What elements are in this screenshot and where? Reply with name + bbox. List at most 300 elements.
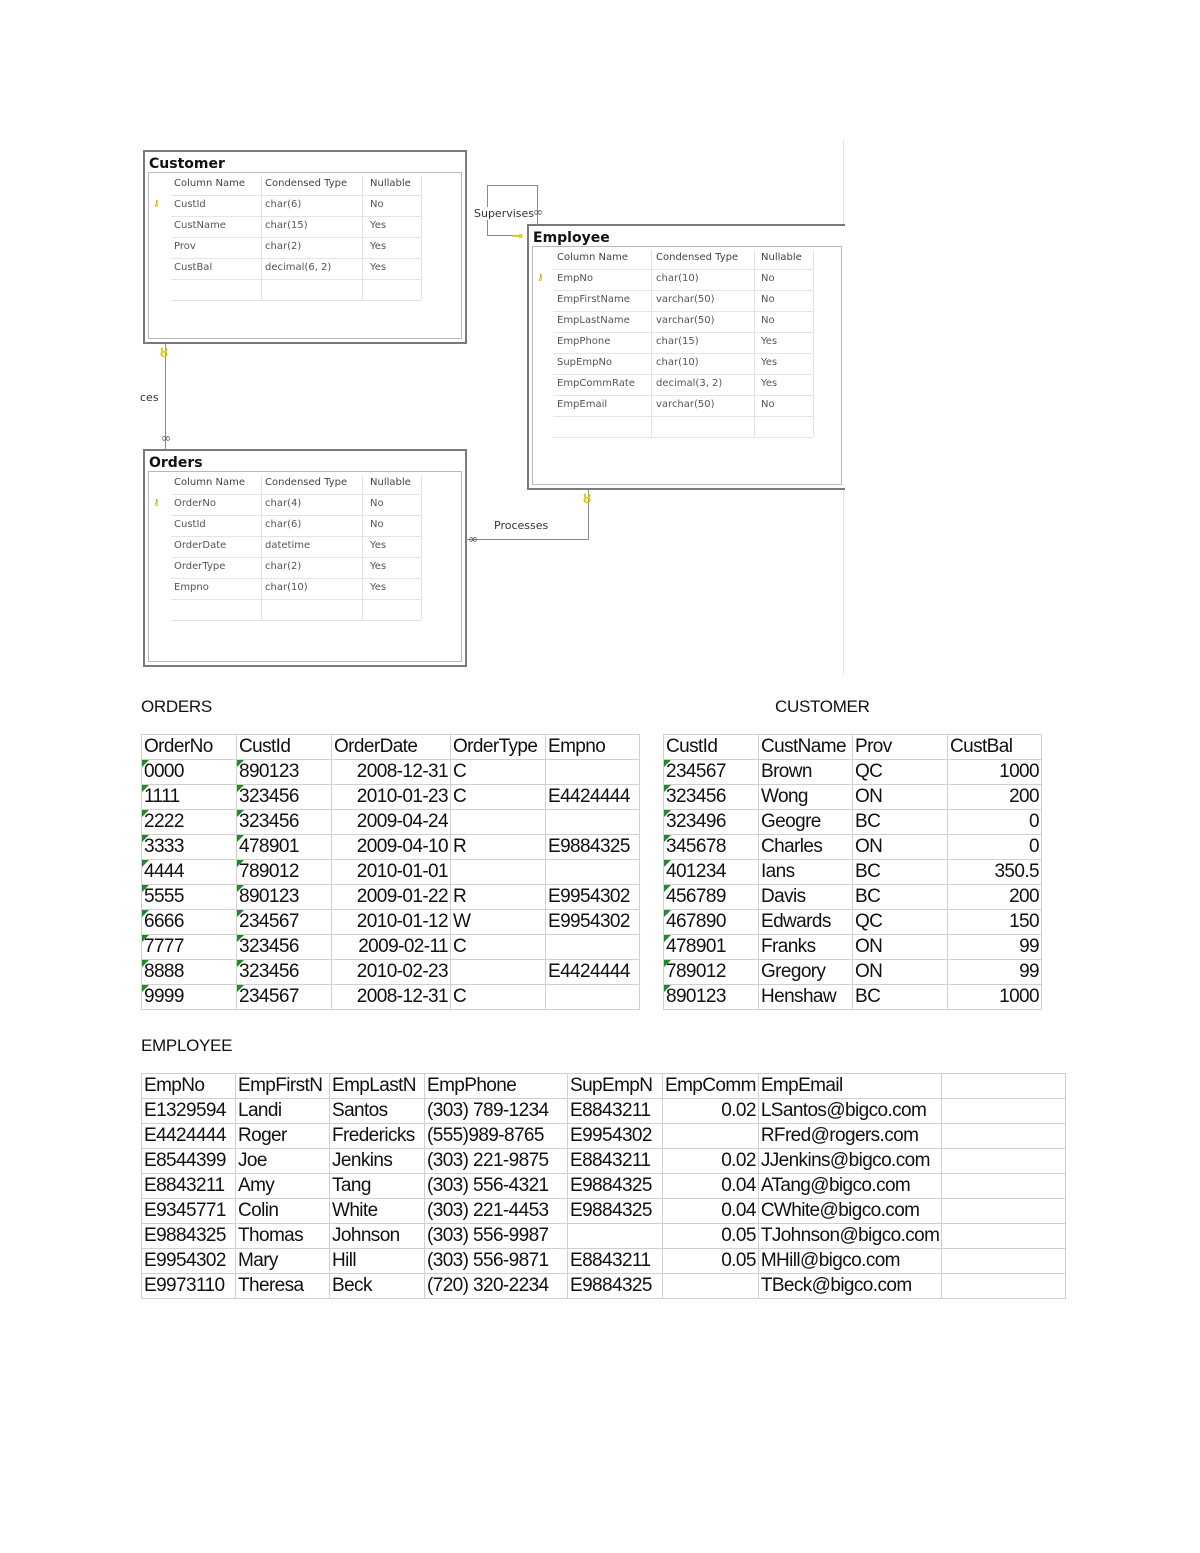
column-header: Prov bbox=[853, 735, 948, 760]
table-row bbox=[142, 810, 640, 835]
infinity-icon: ∞ bbox=[468, 532, 478, 546]
table-cell: E9954302 bbox=[142, 1249, 236, 1274]
table-cell: R bbox=[451, 885, 546, 910]
column-header: Column Name bbox=[174, 477, 245, 488]
table-cell: E9884325 bbox=[546, 835, 640, 860]
column-header: EmpEmail bbox=[758, 1074, 942, 1099]
table-cell: E9884325 bbox=[142, 1224, 236, 1249]
table-row bbox=[142, 1224, 1066, 1249]
table-cell bbox=[451, 860, 546, 885]
entity-column-row bbox=[145, 557, 465, 578]
column-nullable: Yes bbox=[761, 357, 778, 368]
table-cell: Jenkins bbox=[330, 1149, 425, 1174]
grid-line bbox=[261, 176, 262, 300]
table-cell: Beck bbox=[330, 1274, 425, 1299]
employee-entity-title: Employee bbox=[533, 230, 610, 246]
table-cell: BC bbox=[853, 810, 948, 835]
table-cell bbox=[942, 1274, 1066, 1299]
column-nullable: Yes bbox=[761, 378, 778, 389]
column-nullable: Yes bbox=[370, 561, 387, 572]
table-cell: E9884325 bbox=[568, 1199, 663, 1224]
column-type: char(2) bbox=[265, 561, 302, 572]
table-cell bbox=[546, 860, 640, 885]
grid-line bbox=[553, 269, 813, 270]
table-cell: 4444 bbox=[142, 860, 237, 885]
table-cell: 323456 bbox=[237, 810, 332, 835]
entity-column-row bbox=[145, 216, 465, 237]
column-header: EmpFirstN bbox=[236, 1074, 330, 1099]
table-cell: Amy bbox=[236, 1174, 330, 1199]
table-row bbox=[142, 1149, 1066, 1174]
table-cell: E8544399 bbox=[142, 1149, 236, 1174]
table-row bbox=[664, 885, 1042, 910]
table-cell: C bbox=[451, 760, 546, 785]
customer-entity bbox=[143, 150, 467, 344]
grid-line bbox=[171, 494, 421, 495]
table-cell: Tang bbox=[330, 1174, 425, 1199]
entity-column-row bbox=[145, 237, 465, 258]
table-cell: E8843211 bbox=[568, 1149, 663, 1174]
table-cell: BC bbox=[853, 885, 948, 910]
table-cell: Hill bbox=[330, 1249, 425, 1274]
table-row bbox=[664, 760, 1042, 785]
grid-line bbox=[171, 536, 421, 537]
grid-line bbox=[171, 216, 421, 217]
key-icon: ȣ bbox=[583, 491, 592, 506]
column-nullable: Yes bbox=[370, 220, 387, 231]
table-cell: W bbox=[451, 910, 546, 935]
column-nullable: No bbox=[761, 399, 775, 410]
table-cell bbox=[942, 1249, 1066, 1274]
table-cell bbox=[942, 1149, 1066, 1174]
table-cell: 0.04 bbox=[663, 1199, 759, 1224]
grid-line bbox=[553, 374, 813, 375]
table-cell: 234567 bbox=[237, 910, 332, 935]
column-header: CustName bbox=[759, 735, 853, 760]
column-header: OrderNo bbox=[142, 735, 237, 760]
table-cell: ON bbox=[853, 785, 948, 810]
table-cell: TJohnson@bigco.com bbox=[758, 1224, 942, 1249]
table-row bbox=[664, 835, 1042, 860]
table-cell: 6666 bbox=[142, 910, 237, 935]
table-cell: E1329594 bbox=[142, 1099, 236, 1124]
table-cell: E9954302 bbox=[568, 1124, 663, 1149]
header-row bbox=[664, 735, 1042, 760]
table-cell: 0.04 bbox=[663, 1174, 759, 1199]
table-cell: 0.05 bbox=[663, 1249, 759, 1274]
entity-column-row bbox=[145, 494, 465, 515]
primary-key-icon: ⚷ bbox=[153, 199, 160, 209]
grid-line bbox=[171, 599, 421, 600]
grid-line bbox=[171, 195, 421, 196]
table-cell: Joe bbox=[236, 1149, 330, 1174]
table-cell bbox=[942, 1174, 1066, 1199]
table-cell: Thomas bbox=[236, 1224, 330, 1249]
table-cell bbox=[568, 1224, 663, 1249]
supervises-label: Supervises bbox=[474, 207, 535, 220]
grid-line bbox=[553, 332, 813, 333]
column-type: varchar(50) bbox=[656, 315, 715, 326]
orders-entity-title: Orders bbox=[149, 455, 203, 471]
supervises-line bbox=[487, 185, 538, 186]
table-cell: 99 bbox=[948, 935, 1042, 960]
table-cell: E9345771 bbox=[142, 1199, 236, 1224]
grid-line bbox=[171, 258, 421, 259]
table-cell bbox=[663, 1124, 759, 1149]
table-cell: (555)989-8765 bbox=[425, 1124, 568, 1149]
column-header: CustId bbox=[237, 735, 332, 760]
column-name: EmpPhone bbox=[557, 336, 611, 347]
table-cell: Davis bbox=[759, 885, 853, 910]
table-row bbox=[142, 835, 640, 860]
table-cell bbox=[663, 1274, 759, 1299]
grid-line bbox=[171, 620, 421, 621]
column-type: decimal(6, 2) bbox=[265, 262, 332, 273]
table-cell: (303) 556-9987 bbox=[425, 1224, 568, 1249]
table-cell: 2008-12-31 bbox=[332, 985, 451, 1010]
table-cell: E9884325 bbox=[568, 1174, 663, 1199]
column-header-row bbox=[145, 473, 465, 494]
table-cell: 5555 bbox=[142, 885, 237, 910]
table-cell: R bbox=[451, 835, 546, 860]
table-cell bbox=[942, 1124, 1066, 1149]
table-cell: ON bbox=[853, 960, 948, 985]
column-type: char(2) bbox=[265, 241, 302, 252]
column-header-row bbox=[529, 248, 845, 269]
table-cell: 200 bbox=[948, 785, 1042, 810]
column-nullable: No bbox=[370, 498, 384, 509]
employee-table bbox=[141, 1073, 1066, 1299]
table-cell: E8843211 bbox=[568, 1099, 663, 1124]
table-cell: E9973110 bbox=[142, 1274, 236, 1299]
entity-column-row bbox=[529, 290, 845, 311]
table-cell: BC bbox=[853, 985, 948, 1010]
column-nullable: No bbox=[761, 315, 775, 326]
table-row bbox=[664, 985, 1042, 1010]
table-cell: LSantos@bigco.com bbox=[758, 1099, 942, 1124]
table-cell: (720) 320-2234 bbox=[425, 1274, 568, 1299]
table-cell bbox=[942, 1224, 1066, 1249]
table-cell: 478901 bbox=[664, 935, 759, 960]
table-cell: 350.5 bbox=[948, 860, 1042, 885]
table-cell: E4424444 bbox=[546, 960, 640, 985]
table-cell: 789012 bbox=[664, 960, 759, 985]
column-type: char(6) bbox=[265, 519, 302, 530]
processes-line bbox=[467, 539, 589, 540]
column-name: EmpEmail bbox=[557, 399, 608, 410]
table-cell: 0 bbox=[948, 810, 1042, 835]
table-cell: E8843211 bbox=[568, 1249, 663, 1274]
table-row bbox=[142, 985, 640, 1010]
column-name: EmpLastName bbox=[557, 315, 630, 326]
column-nullable: No bbox=[761, 273, 775, 284]
column-type: varchar(50) bbox=[656, 399, 715, 410]
table-cell: 0000 bbox=[142, 760, 237, 785]
column-nullable: No bbox=[761, 294, 775, 305]
orders-table bbox=[141, 734, 640, 1010]
column-nullable: Yes bbox=[370, 540, 387, 551]
entity-column-row bbox=[529, 311, 845, 332]
table-cell: Mary bbox=[236, 1249, 330, 1274]
column-name: CustName bbox=[174, 220, 226, 231]
grid-line bbox=[651, 250, 652, 437]
column-type: char(15) bbox=[656, 336, 699, 347]
table-cell bbox=[942, 1199, 1066, 1224]
table-cell: Johnson bbox=[330, 1224, 425, 1249]
column-header: Condensed Type bbox=[656, 252, 739, 263]
column-header: Empno bbox=[546, 735, 640, 760]
table-cell: 2010-01-01 bbox=[332, 860, 451, 885]
customer-entity-title: Customer bbox=[149, 156, 225, 172]
table-cell: 2009-04-24 bbox=[332, 810, 451, 835]
table-cell: 2009-01-22 bbox=[332, 885, 451, 910]
column-name: OrderDate bbox=[174, 540, 227, 551]
table-cell: E8843211 bbox=[142, 1174, 236, 1199]
table-row bbox=[142, 785, 640, 810]
table-cell: 323456 bbox=[237, 960, 332, 985]
table-cell: Edwards bbox=[759, 910, 853, 935]
table-cell: E9954302 bbox=[546, 910, 640, 935]
grid-line bbox=[553, 416, 813, 417]
table-cell: 3333 bbox=[142, 835, 237, 860]
table-row bbox=[664, 785, 1042, 810]
table-cell: 234567 bbox=[664, 760, 759, 785]
table-cell: RFred@rogers.com bbox=[758, 1124, 942, 1149]
entity-column-row bbox=[529, 269, 845, 290]
table-cell: Brown bbox=[759, 760, 853, 785]
key-icon: ⊸ bbox=[512, 228, 523, 243]
table-cell: 7777 bbox=[142, 935, 237, 960]
grid-line bbox=[171, 300, 421, 301]
entity-column-row bbox=[529, 353, 845, 374]
table-row bbox=[142, 1199, 1066, 1224]
grid-line bbox=[171, 578, 421, 579]
column-header: Column Name bbox=[557, 252, 628, 263]
grid-line bbox=[421, 176, 422, 300]
column-nullable: Yes bbox=[370, 582, 387, 593]
table-cell: Franks bbox=[759, 935, 853, 960]
table-cell: 150 bbox=[948, 910, 1042, 935]
grid-line bbox=[813, 250, 814, 437]
table-cell: 8888 bbox=[142, 960, 237, 985]
table-cell: E4424444 bbox=[142, 1124, 236, 1149]
grid-line bbox=[553, 437, 813, 438]
table-cell: C bbox=[451, 935, 546, 960]
grid-line bbox=[362, 176, 363, 300]
table-cell: MHill@bigco.com bbox=[758, 1249, 942, 1274]
grid-line bbox=[362, 475, 363, 620]
table-cell: JJenkins@bigco.com bbox=[758, 1149, 942, 1174]
column-header: CustBal bbox=[948, 735, 1042, 760]
column-type: char(10) bbox=[265, 582, 308, 593]
entity-column-row bbox=[529, 374, 845, 395]
grid-line bbox=[553, 395, 813, 396]
table-cell: 2010-01-12 bbox=[332, 910, 451, 935]
header-row bbox=[142, 735, 640, 760]
infinity-icon: ∞ bbox=[161, 431, 171, 445]
grid-line bbox=[421, 475, 422, 620]
column-header bbox=[942, 1074, 1066, 1099]
table-cell bbox=[546, 985, 640, 1010]
column-header: CustId bbox=[664, 735, 759, 760]
column-nullable: Yes bbox=[761, 336, 778, 347]
column-header: EmpLastN bbox=[330, 1074, 425, 1099]
table-cell bbox=[546, 760, 640, 785]
table-cell: 1111 bbox=[142, 785, 237, 810]
grid-line bbox=[171, 557, 421, 558]
table-cell: Roger bbox=[236, 1124, 330, 1149]
table-cell: 890123 bbox=[237, 760, 332, 785]
table-row bbox=[142, 1249, 1066, 1274]
column-header: OrderDate bbox=[332, 735, 451, 760]
table-row bbox=[142, 1124, 1066, 1149]
table-row bbox=[664, 935, 1042, 960]
table-row bbox=[142, 935, 640, 960]
primary-key-icon: ⚷ bbox=[153, 498, 160, 508]
column-type: datetime bbox=[265, 540, 311, 551]
table-cell: 2009-04-10 bbox=[332, 835, 451, 860]
table-cell: Henshaw bbox=[759, 985, 853, 1010]
grid-line bbox=[171, 237, 421, 238]
column-header: Nullable bbox=[761, 252, 802, 263]
column-name: SupEmpNo bbox=[557, 357, 613, 368]
table-cell: Wong bbox=[759, 785, 853, 810]
entity-column-row bbox=[529, 395, 845, 416]
table-row bbox=[142, 1099, 1066, 1124]
places-label: ces bbox=[140, 391, 159, 404]
column-header: Nullable bbox=[370, 477, 411, 488]
table-cell: C bbox=[451, 985, 546, 1010]
table-cell: 789012 bbox=[237, 860, 332, 885]
orders-caption: ORDERS bbox=[141, 697, 212, 716]
column-nullable: No bbox=[370, 199, 384, 210]
table-cell: E9954302 bbox=[546, 885, 640, 910]
table-row bbox=[142, 885, 640, 910]
header-row bbox=[142, 1074, 1066, 1099]
column-name: EmpFirstName bbox=[557, 294, 630, 305]
employee-entity bbox=[527, 224, 845, 490]
table-cell: 2010-02-23 bbox=[332, 960, 451, 985]
entity-column-row bbox=[529, 332, 845, 353]
table-cell: 345678 bbox=[664, 835, 759, 860]
grid-line bbox=[754, 250, 755, 437]
column-type: char(10) bbox=[656, 273, 699, 284]
table-cell bbox=[546, 810, 640, 835]
table-cell: Colin bbox=[236, 1199, 330, 1224]
table-cell: 9999 bbox=[142, 985, 237, 1010]
entity-column-row bbox=[145, 258, 465, 279]
employee-caption: EMPLOYEE bbox=[141, 1036, 233, 1055]
table-row bbox=[142, 1174, 1066, 1199]
table-cell: 2008-12-31 bbox=[332, 760, 451, 785]
er-diagram bbox=[0, 0, 1200, 690]
entity-column-row bbox=[145, 536, 465, 557]
table-cell: (303) 221-9875 bbox=[425, 1149, 568, 1174]
infinity-icon: ∞ bbox=[533, 205, 543, 219]
table-cell bbox=[942, 1099, 1066, 1124]
table-cell: Gregory bbox=[759, 960, 853, 985]
table-cell: 2009-02-11 bbox=[332, 935, 451, 960]
table-cell: CWhite@bigco.com bbox=[758, 1199, 942, 1224]
table-cell: 890123 bbox=[664, 985, 759, 1010]
orders-entity bbox=[143, 449, 467, 667]
table-cell: Ians bbox=[759, 860, 853, 885]
table-cell: 200 bbox=[948, 885, 1042, 910]
column-header: OrderType bbox=[451, 735, 546, 760]
table-cell: ON bbox=[853, 935, 948, 960]
table-row bbox=[664, 810, 1042, 835]
table-cell: Fredericks bbox=[330, 1124, 425, 1149]
grid-line bbox=[553, 353, 813, 354]
grid-line bbox=[261, 475, 262, 620]
column-type: varchar(50) bbox=[656, 294, 715, 305]
table-cell: 2222 bbox=[142, 810, 237, 835]
table-row bbox=[664, 860, 1042, 885]
table-cell: 0 bbox=[948, 835, 1042, 860]
grid-line bbox=[171, 279, 421, 280]
column-type: char(6) bbox=[265, 199, 302, 210]
table-cell: TBeck@bigco.com bbox=[758, 1274, 942, 1299]
column-header: Column Name bbox=[174, 178, 245, 189]
entity-column-row bbox=[145, 195, 465, 216]
grid-line bbox=[553, 290, 813, 291]
table-cell: 323496 bbox=[664, 810, 759, 835]
table-cell: (303) 556-9871 bbox=[425, 1249, 568, 1274]
column-type: decimal(3, 2) bbox=[656, 378, 723, 389]
table-cell: 323456 bbox=[237, 935, 332, 960]
table-row bbox=[664, 960, 1042, 985]
column-header: EmpPhone bbox=[425, 1074, 568, 1099]
table-cell: 456789 bbox=[664, 885, 759, 910]
column-name: Empno bbox=[174, 582, 209, 593]
table-cell: QC bbox=[853, 760, 948, 785]
column-header: SupEmpN bbox=[568, 1074, 663, 1099]
key-icon: ȣ bbox=[160, 345, 169, 360]
table-cell: 323456 bbox=[237, 785, 332, 810]
table-cell: ATang@bigco.com bbox=[758, 1174, 942, 1199]
table-cell: QC bbox=[853, 910, 948, 935]
table-cell: 467890 bbox=[664, 910, 759, 935]
table-cell: Geogre bbox=[759, 810, 853, 835]
table-cell: 478901 bbox=[237, 835, 332, 860]
table-cell: Santos bbox=[330, 1099, 425, 1124]
entity-column-row bbox=[145, 578, 465, 599]
column-name: EmpCommRate bbox=[557, 378, 635, 389]
table-cell: (303) 789-1234 bbox=[425, 1099, 568, 1124]
grid-line bbox=[171, 515, 421, 516]
table-cell: C bbox=[451, 785, 546, 810]
table-row bbox=[142, 910, 640, 935]
table-cell: 99 bbox=[948, 960, 1042, 985]
table-cell: 0.05 bbox=[663, 1224, 759, 1249]
column-header: Condensed Type bbox=[265, 178, 348, 189]
table-row bbox=[142, 760, 640, 785]
column-type: char(15) bbox=[265, 220, 308, 231]
column-name: CustBal bbox=[174, 262, 213, 273]
column-type: char(4) bbox=[265, 498, 302, 509]
table-cell: Landi bbox=[236, 1099, 330, 1124]
column-type: char(10) bbox=[656, 357, 699, 368]
customer-table bbox=[663, 734, 1042, 1010]
table-cell: 401234 bbox=[664, 860, 759, 885]
table-cell: 0.02 bbox=[663, 1099, 759, 1124]
table-cell: 1000 bbox=[948, 760, 1042, 785]
primary-key-icon: ⚷ bbox=[537, 273, 544, 283]
table-cell: (303) 221-4453 bbox=[425, 1199, 568, 1224]
column-name: Prov bbox=[174, 241, 196, 252]
table-row bbox=[664, 910, 1042, 935]
table-cell: 2010-01-23 bbox=[332, 785, 451, 810]
